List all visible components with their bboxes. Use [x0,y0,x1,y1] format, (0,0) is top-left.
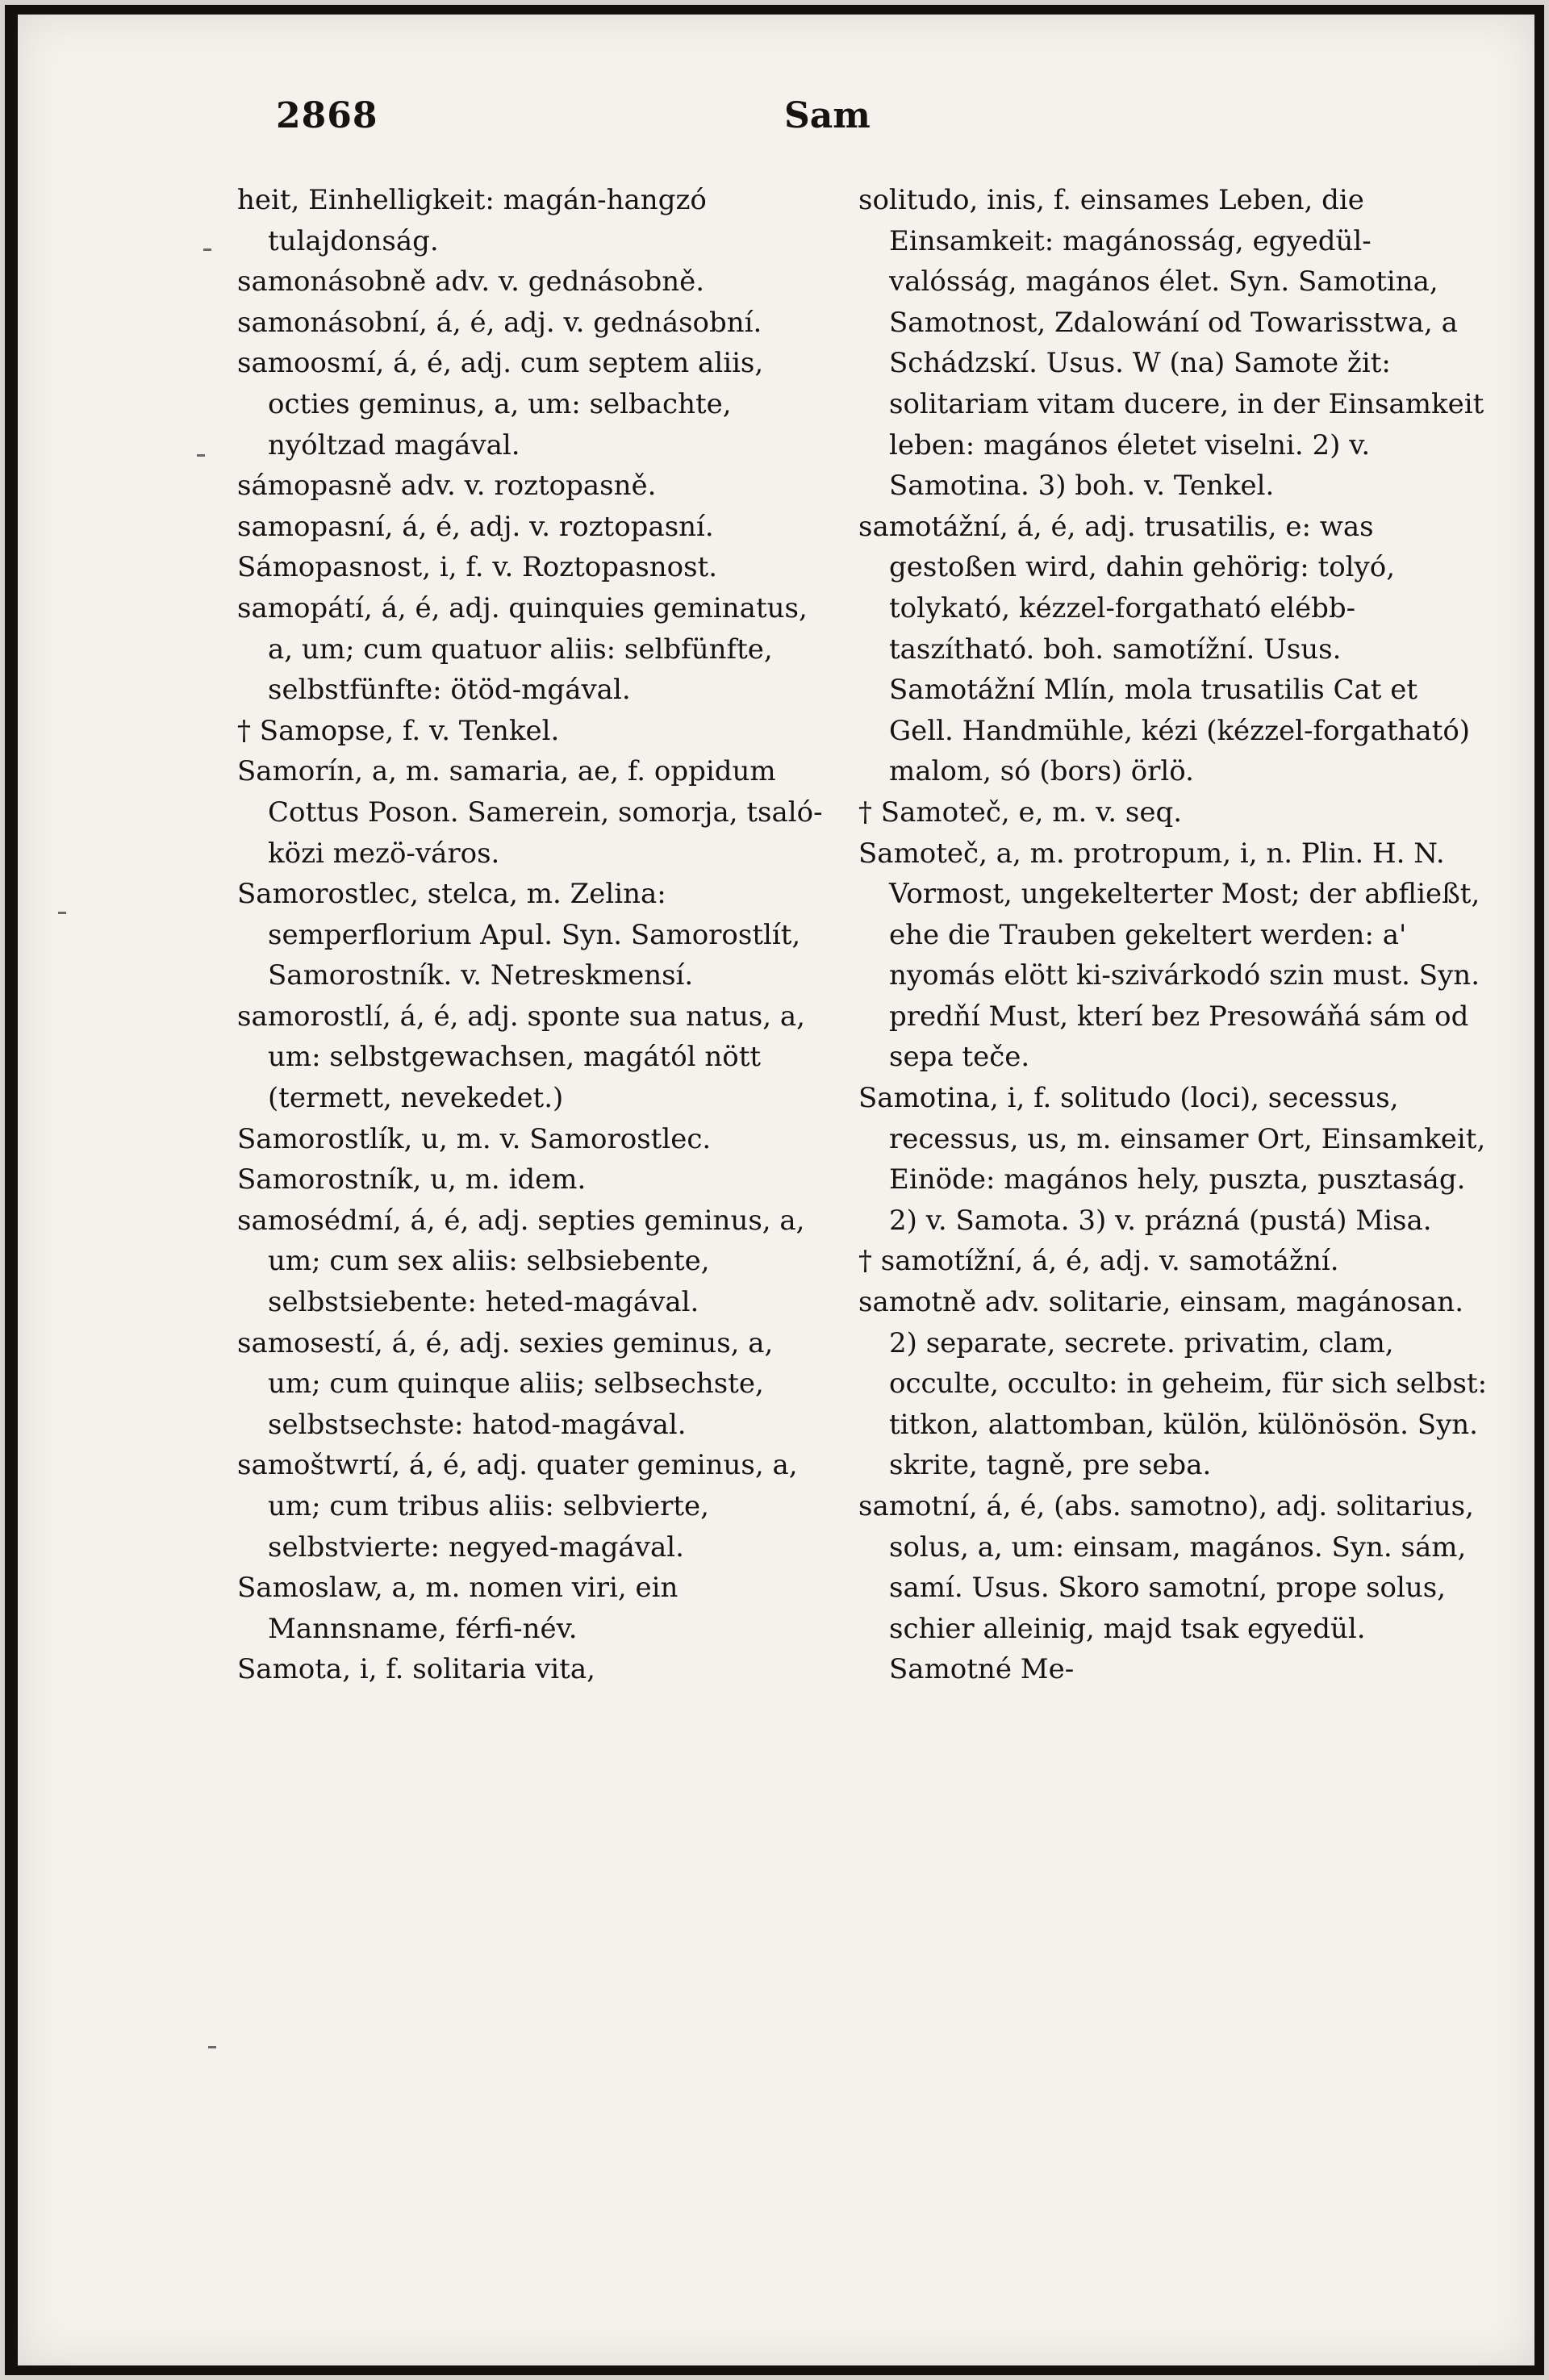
dictionary-entry: Samorostník, u, m. idem. [237,1163,587,1196]
dictionary-entry: † Samoteč, e, m. v. seq. [858,795,1183,829]
dictionary-entry: samosestí, á, é, adj. sexies geminus, a, um; cum quinque aliis; selbsechste, selbstsechste: hatod-magával. [237,1326,774,1441]
page-header [18,95,1534,144]
dictionary-entry: samonásobně adv. v. gednásobně. [237,265,705,299]
dictionary-entry: solitudo, inis, f. einsames Leben, die Einsamkeit: magánosság, egyedül-valósság, magános élet. Syn. Samotina, Samotnost, Zdalowání od Towarisstwa, a Schádzskí. Usus. W (na) Samote žit: solitariam vitam ducere, in der Einsamkeit leben: magános életet viselni. 2) v. Samotina. 3) boh. v. Tenkel. [858,184,1484,503]
page-number: 2868 [276,95,378,136]
running-head: Sam [784,95,871,136]
dictionary-entry: Samoteč, a, m. protropum, i, n. Plin. H. N. Vormost, ungekelterter Most; der abfließt, ehe die Trauben gekeltert werden: a' nyomás elött ki-szivárkodó szin must. Syn. predňí Must, kterí bez Presowáňá sám od sepa teče. [858,837,1480,1074]
margin-mark [58,912,66,914]
right-column [858,180,1488,1690]
dictionary-entry: sámopasně adv. v. roztopasně. [237,470,657,503]
dictionary-entry: samonásobní, á, é, adj. v. gednásobní. [237,306,762,339]
dictionary-entry: Samoslaw, a, m. nomen viri, ein Mannsname, férfi-név. [237,1572,678,1645]
dictionary-entry: samorostlí, á, é, adj. sponte sua natus, a, um: selbstgewachsen, magától nött (termett, nevekedet.) [237,1000,805,1115]
dictionary-entry: samotní, á, é, (abs. samotno), adj. solitarius, solus, a, um: einsam, magános. Syn. sám, samí. Usus. Skoro samotní, prope solus, schier alleinig, majd tsak egyedül. Samotné Me- [858,1490,1474,1686]
dictionary-entry: Samota, i, f. solitaria vita, [237,1653,595,1686]
dictionary-entry: samopasní, á, é, adj. v. roztopasní. [237,510,714,543]
margin-mark [197,454,205,457]
page [18,15,1534,2365]
left-column [237,180,834,1690]
margin-mark [203,248,211,251]
dictionary-entry: samopátí, á, é, adj. quinquies geminatus, a, um; cum quatuor aliis: selbfünfte, selbstfünfte: ötöd-mgával. [237,591,808,707]
dictionary-entry: samosédmí, á, é, adj. septies geminus, a, um; cum sex aliis: selbsiebente, selbstsiebente: heted-magával. [237,1204,805,1319]
dictionary-entry: Sámopasnost, i, f. v. Roztopasnost. [237,551,717,584]
dictionary-entry: † samotížní, á, é, adj. v. samotážní. [858,1245,1339,1278]
dictionary-entry: Samorín, a, m. samaria, ae, f. oppidum Cottus Poson. Samerein, somorja, tsaló-közi mezö-város. [237,755,823,870]
dictionary-entry: Samotina, i, f. solitudo (loci), secessus, recessus, us, m. einsamer Ort, Einsamkeit, Einöde: magános hely, puszta, pusztaság. 2) v. Samota. 3) v. prázná (pustá) Misa. [858,1082,1486,1237]
dictionary-entry: heit, Einhelligkeit: magán-hangzó tulajdonság. [237,184,707,257]
dictionary-entry: samoštwrtí, á, é, adj. quater geminus, a, um; cum tribus aliis: selbvierte, selbstvierte: negyed-magával. [237,1449,798,1564]
dictionary-entry: samotážní, á, é, adj. trusatilis, e: was gestoßen wird, dahin gehörig: tolyó, tolykató, kézzel-forgatható elébb-taszítható. boh. samotížní. Usus. Samotážní Mlín, mola trusatilis Cat et Gell. Handmühle, kézi (kézzel-forgatható) malom, só (bors) örlö. [858,510,1471,788]
dictionary-entry: Samorostlík, u, m. v. Samorostlec. [237,1122,712,1155]
dictionary-entry: † Samopse, f. v. Tenkel. [237,714,560,747]
dictionary-entry: samoosmí, á, é, adj. cum septem aliis, octies geminus, a, um: selbachte, nyóltzad magával. [237,347,764,461]
dictionary-entry: Samorostlec, stelca, m. Zelina: semperflorium Apul. Syn. Samorostlít, Samorostník. v. Netreskmensí. [237,878,801,992]
dictionary-entry: samotně adv. solitarie, einsam, magánosan. 2) separate, secrete. privatim, clam, occulte, occulto: in geheim, für sich selbst: titkon, alattomban, külön, különösön. Syn. skrite, tagně, pre seba. [858,1286,1488,1482]
margin-mark [208,2046,216,2048]
